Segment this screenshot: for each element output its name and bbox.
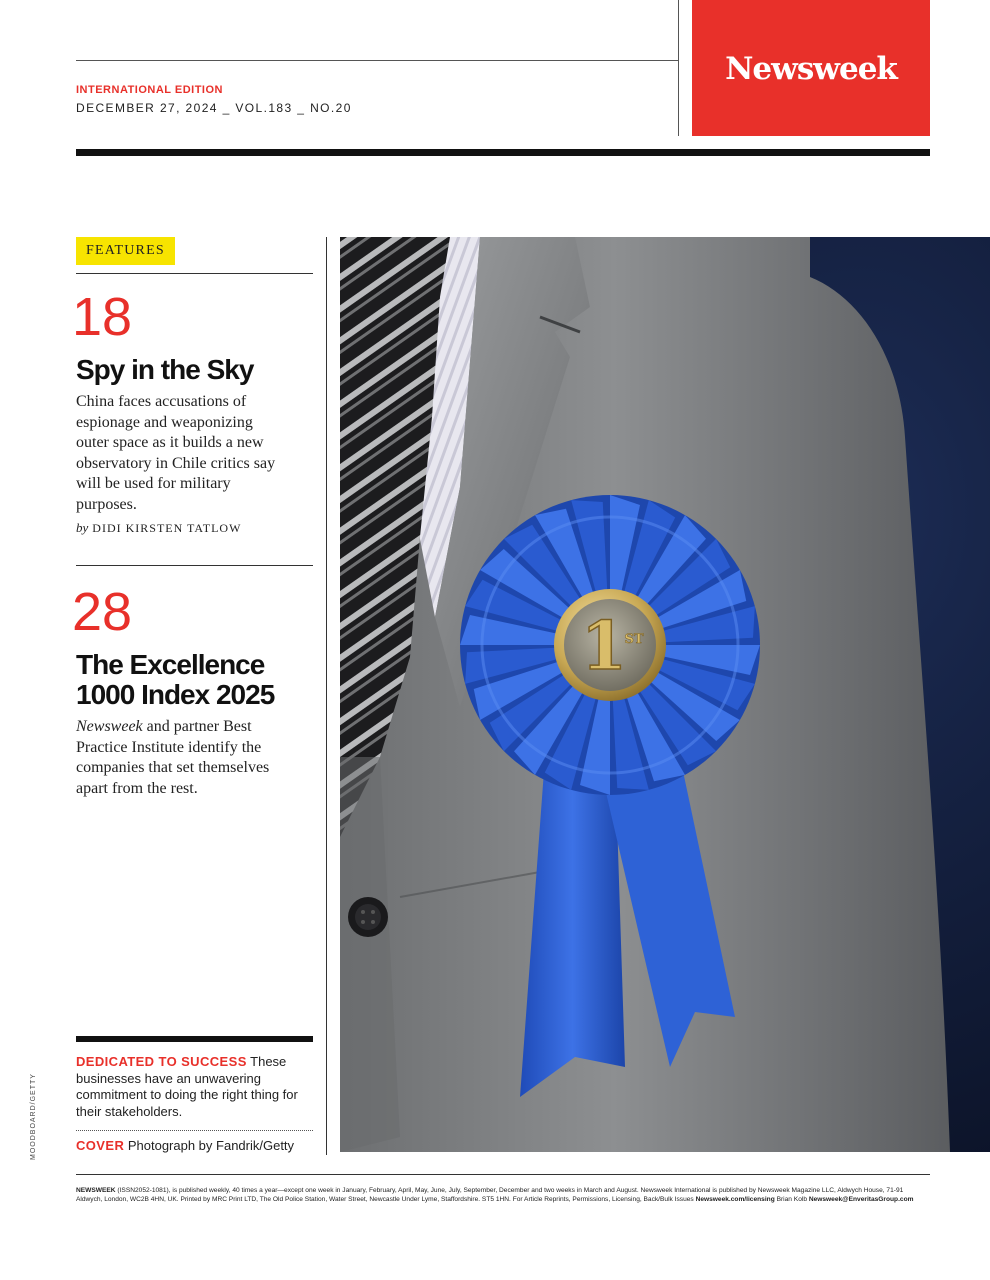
note-text: These businesses have an unwavering commitment to doing the right thing for their stakeholders.	[76, 1054, 298, 1119]
dedicated-note	[76, 1054, 298, 1120]
byline-author: DIDI KIRSTEN TATLOW	[92, 521, 242, 535]
feature-dek: China faces accusations of espionage and weaponizing outer space as it builds a new observatory in Chile critics say will be used for military purposes.	[76, 393, 276, 513]
email-link[interactable]: Newsweek@EnveritasGroup.com	[808, 1195, 914, 1203]
note-rule	[76, 1036, 313, 1042]
feature-title-line2: 1000 Index 2025	[76, 679, 275, 710]
dek-italic: Newsweek	[76, 718, 143, 735]
edition-label: INTERNATIONAL EDITION	[76, 84, 223, 96]
side-photo-credit: MOODBOARD/GETTY	[30, 1073, 37, 1160]
suit-ribbon-illustration	[340, 237, 990, 1152]
cover-label: COVER	[76, 1138, 125, 1153]
issue-dateline: DECEMBER 27, 2024 _ VOL.183 _ NO.20	[76, 101, 352, 115]
feature-dek	[76, 717, 291, 799]
feature-item-excellence-1000[interactable]	[72, 582, 321, 799]
cover-credit	[76, 1138, 316, 1155]
medal-suffix: ST	[624, 632, 644, 647]
button-hole	[371, 920, 375, 924]
footer-rule	[76, 1174, 930, 1175]
feature-divider	[76, 565, 313, 566]
logo-text: Newsweek	[725, 51, 897, 87]
button-rim	[355, 904, 381, 930]
footer-contact: Brian Kolb	[774, 1195, 809, 1203]
cover-text: Photograph by Fandrik/Getty	[124, 1138, 295, 1153]
feature-title: Spy in the Sky	[76, 354, 254, 385]
header-rule	[76, 60, 678, 61]
page-number: 18	[72, 287, 133, 347]
footer-text: (ISSN2052-1081), is published weekly, 40 times a year—except one week in January, February, April, May, June, July, September, December and two weeks in March and August. Newsweek International is published by Newsweek Magazine LLC, Aldwych House, 71-91 Aldwych, London, WC2B 4HN, UK. Printed by MRC Print LTD, The Old Police Station, Water Street, Newcastle Under Lyme, Staffordshire. ST5 1HN. For Article Reprints, Permissions, Licensing, Back/Bulk Issues	[76, 1187, 904, 1203]
column-divider	[326, 237, 327, 1155]
medal-rank: 1	[581, 607, 627, 685]
feature-title-line1: The Excellence	[76, 649, 265, 680]
licensing-link[interactable]: Newsweek.com/licensing	[695, 1195, 775, 1203]
note-label: DEDICATED TO SUCCESS	[76, 1054, 247, 1069]
masthead-footer	[76, 1187, 930, 1204]
cover-photo	[340, 237, 990, 1152]
dek-text: and partner Best Practice Institute identify the companies that set themselves apart from the rest.	[76, 718, 270, 797]
byline-prefix: by	[76, 520, 89, 535]
features-tag: FEATURES	[76, 237, 175, 265]
button-hole	[361, 910, 365, 914]
page-number: 28	[72, 582, 133, 642]
header-thick-rule	[76, 149, 930, 156]
dotted-divider	[76, 1130, 313, 1131]
button-hole	[361, 920, 365, 924]
header-divider	[678, 0, 679, 136]
feature-item-spy-in-the-sky[interactable]	[72, 287, 316, 536]
feature-title	[76, 650, 321, 710]
button-hole	[371, 910, 375, 914]
footer-brand: NEWSWEEK	[76, 1187, 116, 1194]
features-rule	[76, 273, 313, 274]
newsweek-logo[interactable]	[692, 0, 930, 136]
feature-byline	[76, 520, 316, 536]
